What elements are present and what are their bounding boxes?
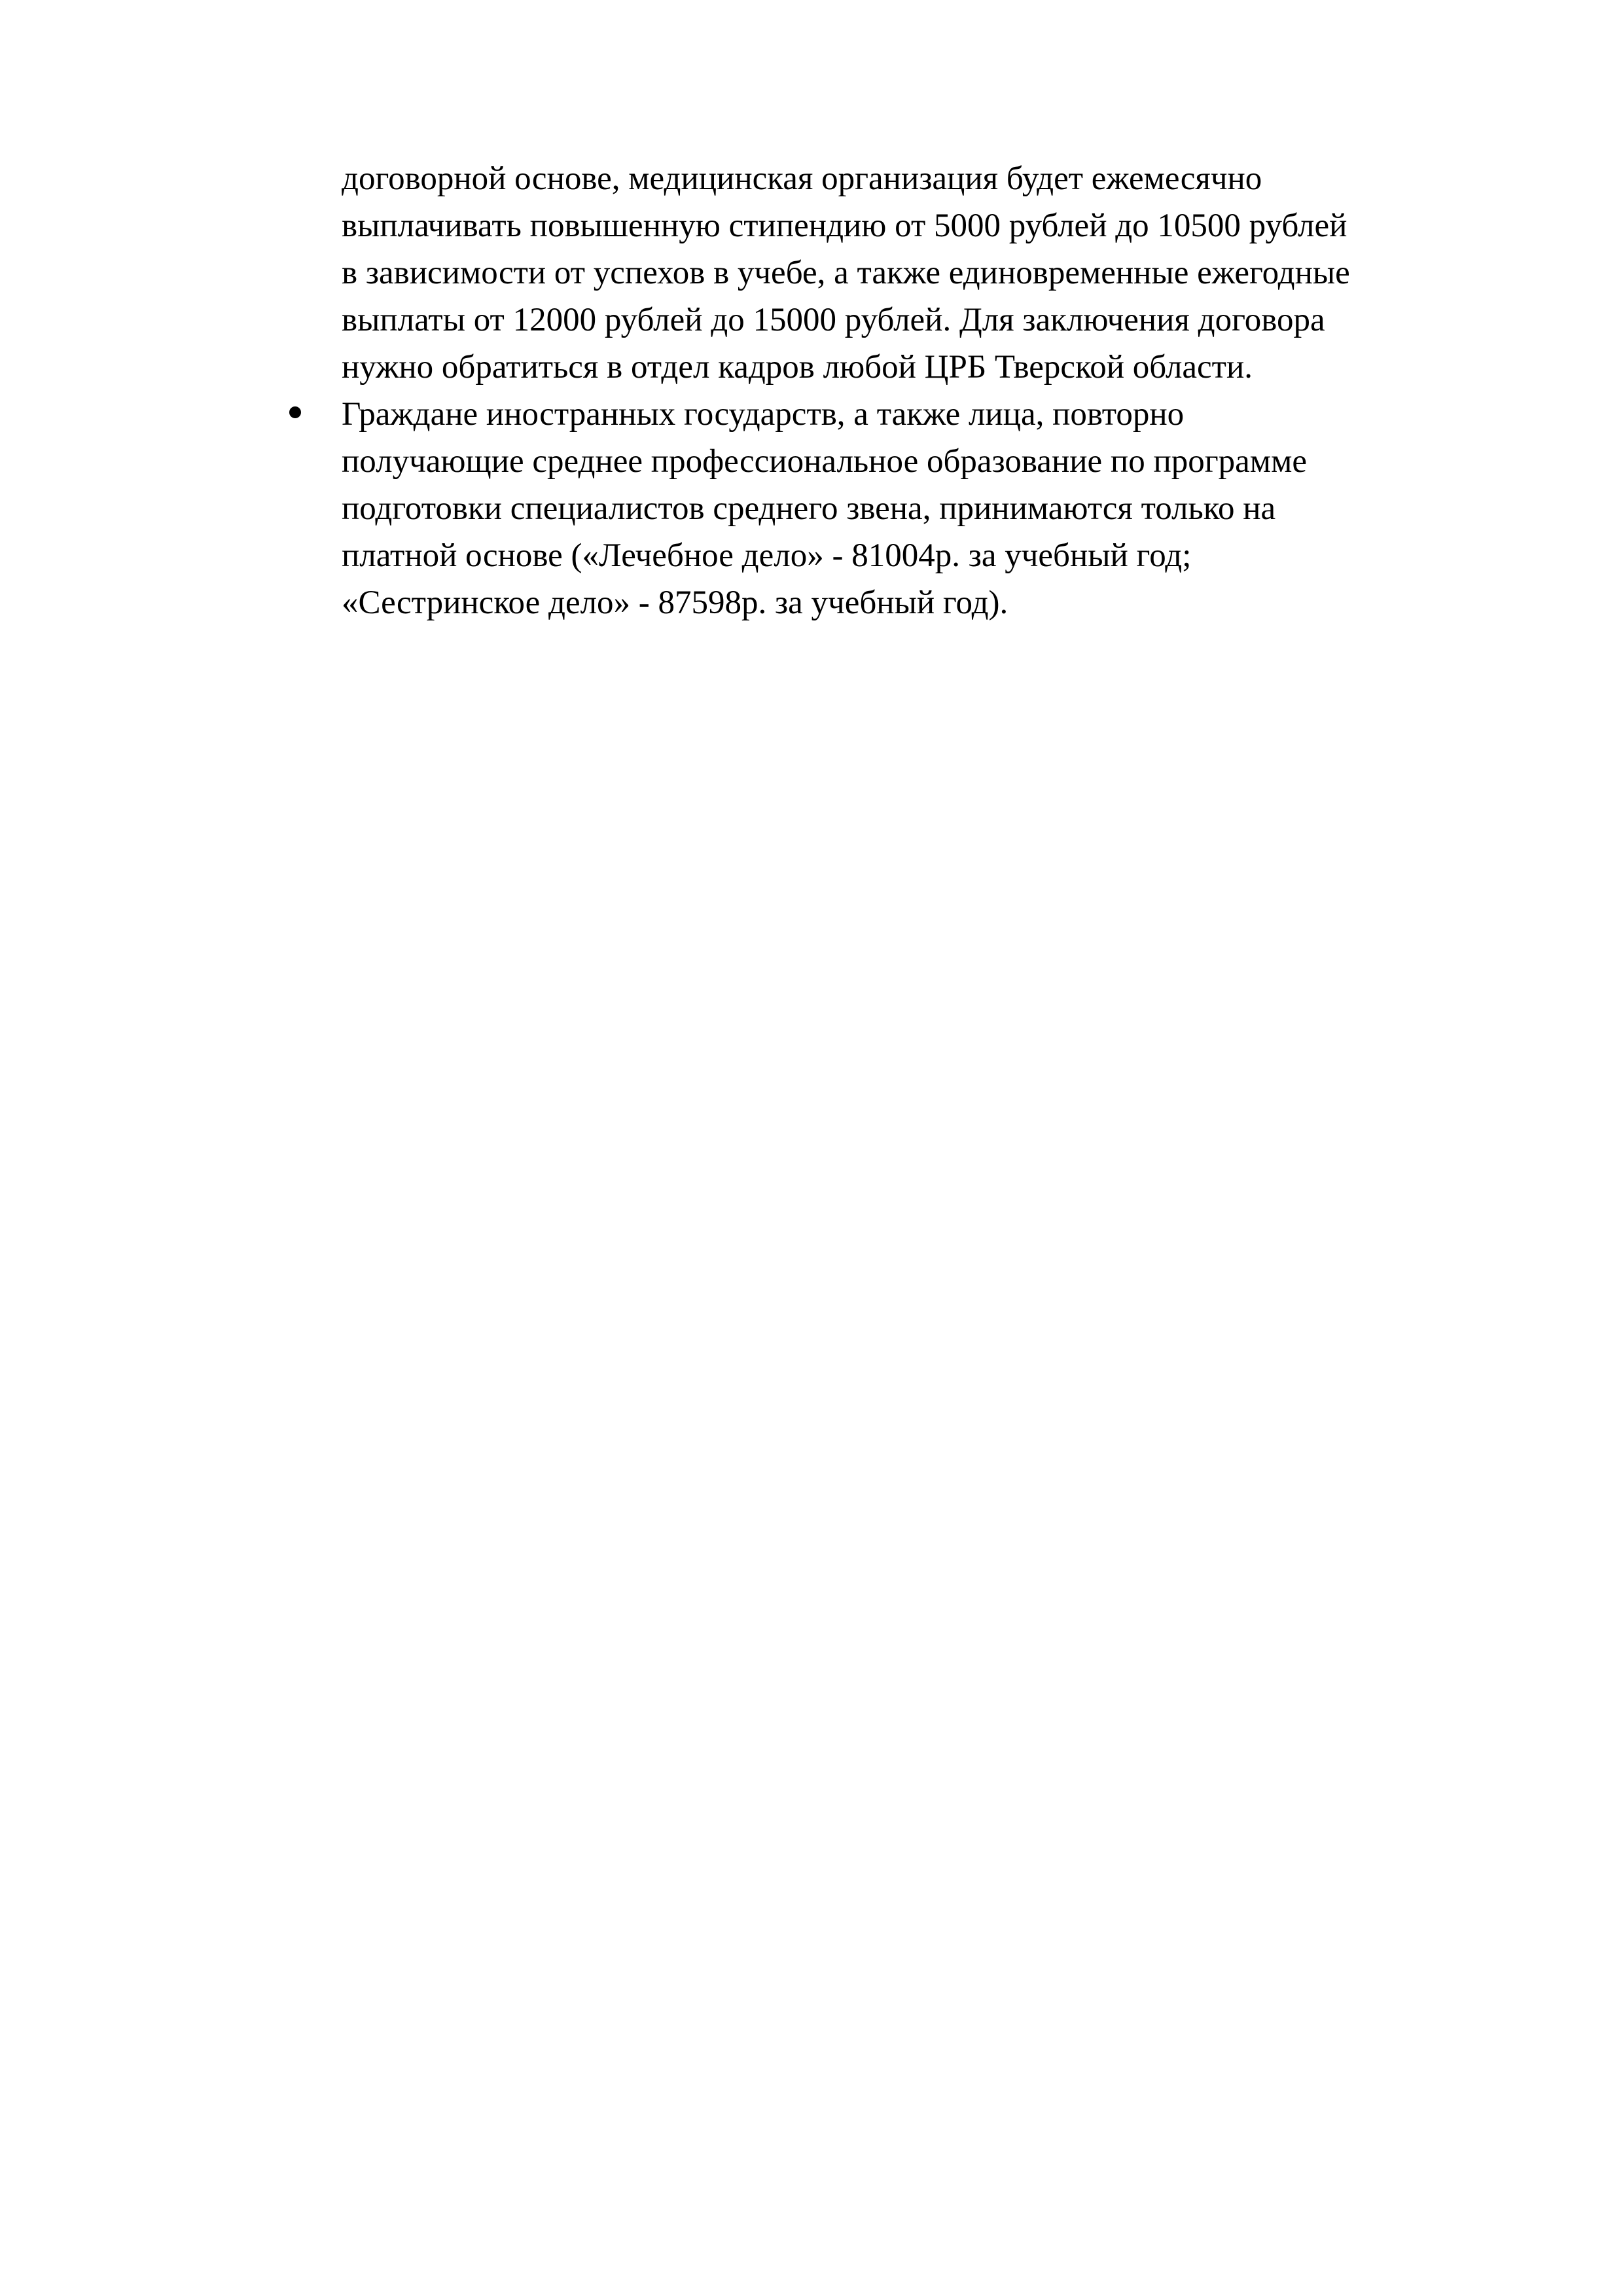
bullet-list-item [342, 391, 1533, 626]
bullet-icon [289, 406, 301, 418]
text-line: «Сестринское дело» - 87598р. за учебный год). [342, 584, 1008, 621]
text-line: выплаты от 12000 рублей до 15000 рублей. Для заключения договора [342, 302, 1325, 338]
text-line: подготовки специалистов среднего звена, принимаются только на [342, 490, 1276, 527]
text-line: договорной основе, медицинская организация будет ежемесячно [342, 160, 1262, 197]
text-line: нужно обратиться в отдел кадров любой ЦРБ Тверской области. [342, 349, 1253, 386]
paragraph-continuation [342, 155, 1533, 391]
text-line: получающие среднее профессиональное образование по программе [342, 443, 1307, 480]
text-line: платной основе («Лечебное дело» - 81004р. за учебный год; [342, 537, 1192, 574]
text-line: выплачивать повышенную стипендию от 5000 рублей до 10500 рублей [342, 207, 1347, 244]
text-line: в зависимости от успехов в учебе, а также единовременные ежегодные [342, 255, 1350, 291]
text-line: Граждане иностранных государств, а также лица, повторно [342, 396, 1185, 433]
content-block [342, 155, 1533, 626]
